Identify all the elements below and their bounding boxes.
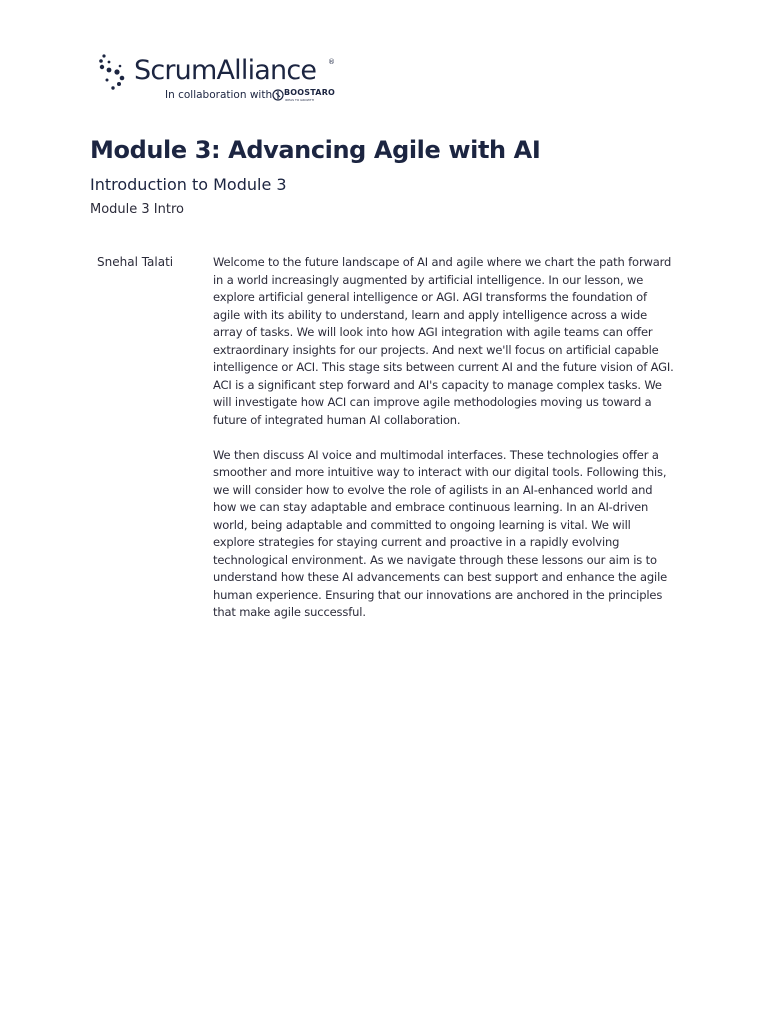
partner-name: BOOSTARO	[284, 88, 336, 97]
scrum-alliance-dots-icon	[98, 52, 132, 96]
transcript-paragraph: Welcome to the future landscape of AI and agile where we chart the path forward in a world increasingly augmented by artificial intelligence. In our lesson, we explore artificial general intelligence or AGI. AGI transforms the foundation of agile with its ability to understand, learn and apply intelligence across a wide array of tasks. We will look into how AGI integration with agile teams can offer extraordinary insights for our projects. And next we'll focus on artificial capable intelligence or ACI. This stage sits between current AI and the future vision of AGI. ACI is a significant step forward and AI's capacity to manage complex tasks. We will investigate how ACI can improve agile methodologies moving us toward a future of integrated human AI collaboration.	[213, 255, 674, 427]
partner-tagline: IDEAS TO GROWTH	[285, 98, 314, 102]
page-subtitle: Introduction to Module 3	[90, 175, 287, 194]
collaboration-text: In collaboration with	[165, 89, 273, 101]
brand-name: ScrumAlliance	[134, 55, 317, 86]
registered-mark: ®	[328, 58, 335, 66]
brand-logo	[98, 52, 358, 106]
transcript-paragraph: We then discuss AI voice and multimodal interfaces. These technologies offer a smoother and more intuitive way to interact with our digital tools. Following this, we will consider how to evolve the role of agilists in an AI-enhanced world and how we can stay adaptable and embrace continuous learning. In an AI-driven world, being adaptable and committed to ongoing learning is vital. We will explore strategies for staying current and proactive in a rapidly evolving technological environment. As we navigate through these lessons our aim is to understand how these AI advancements can best support and enhance the agile human experience. Ensuring that our innovations are anchored in the principles that make agile successful.	[213, 447, 668, 619]
boostaro-mark-icon	[272, 89, 284, 101]
section-label: Module 3 Intro	[90, 202, 184, 217]
page-title: Module 3: Advancing Agile with AI	[90, 136, 541, 164]
speaker-name: Snehal Talati	[97, 255, 174, 269]
transcript-body	[213, 254, 675, 639]
